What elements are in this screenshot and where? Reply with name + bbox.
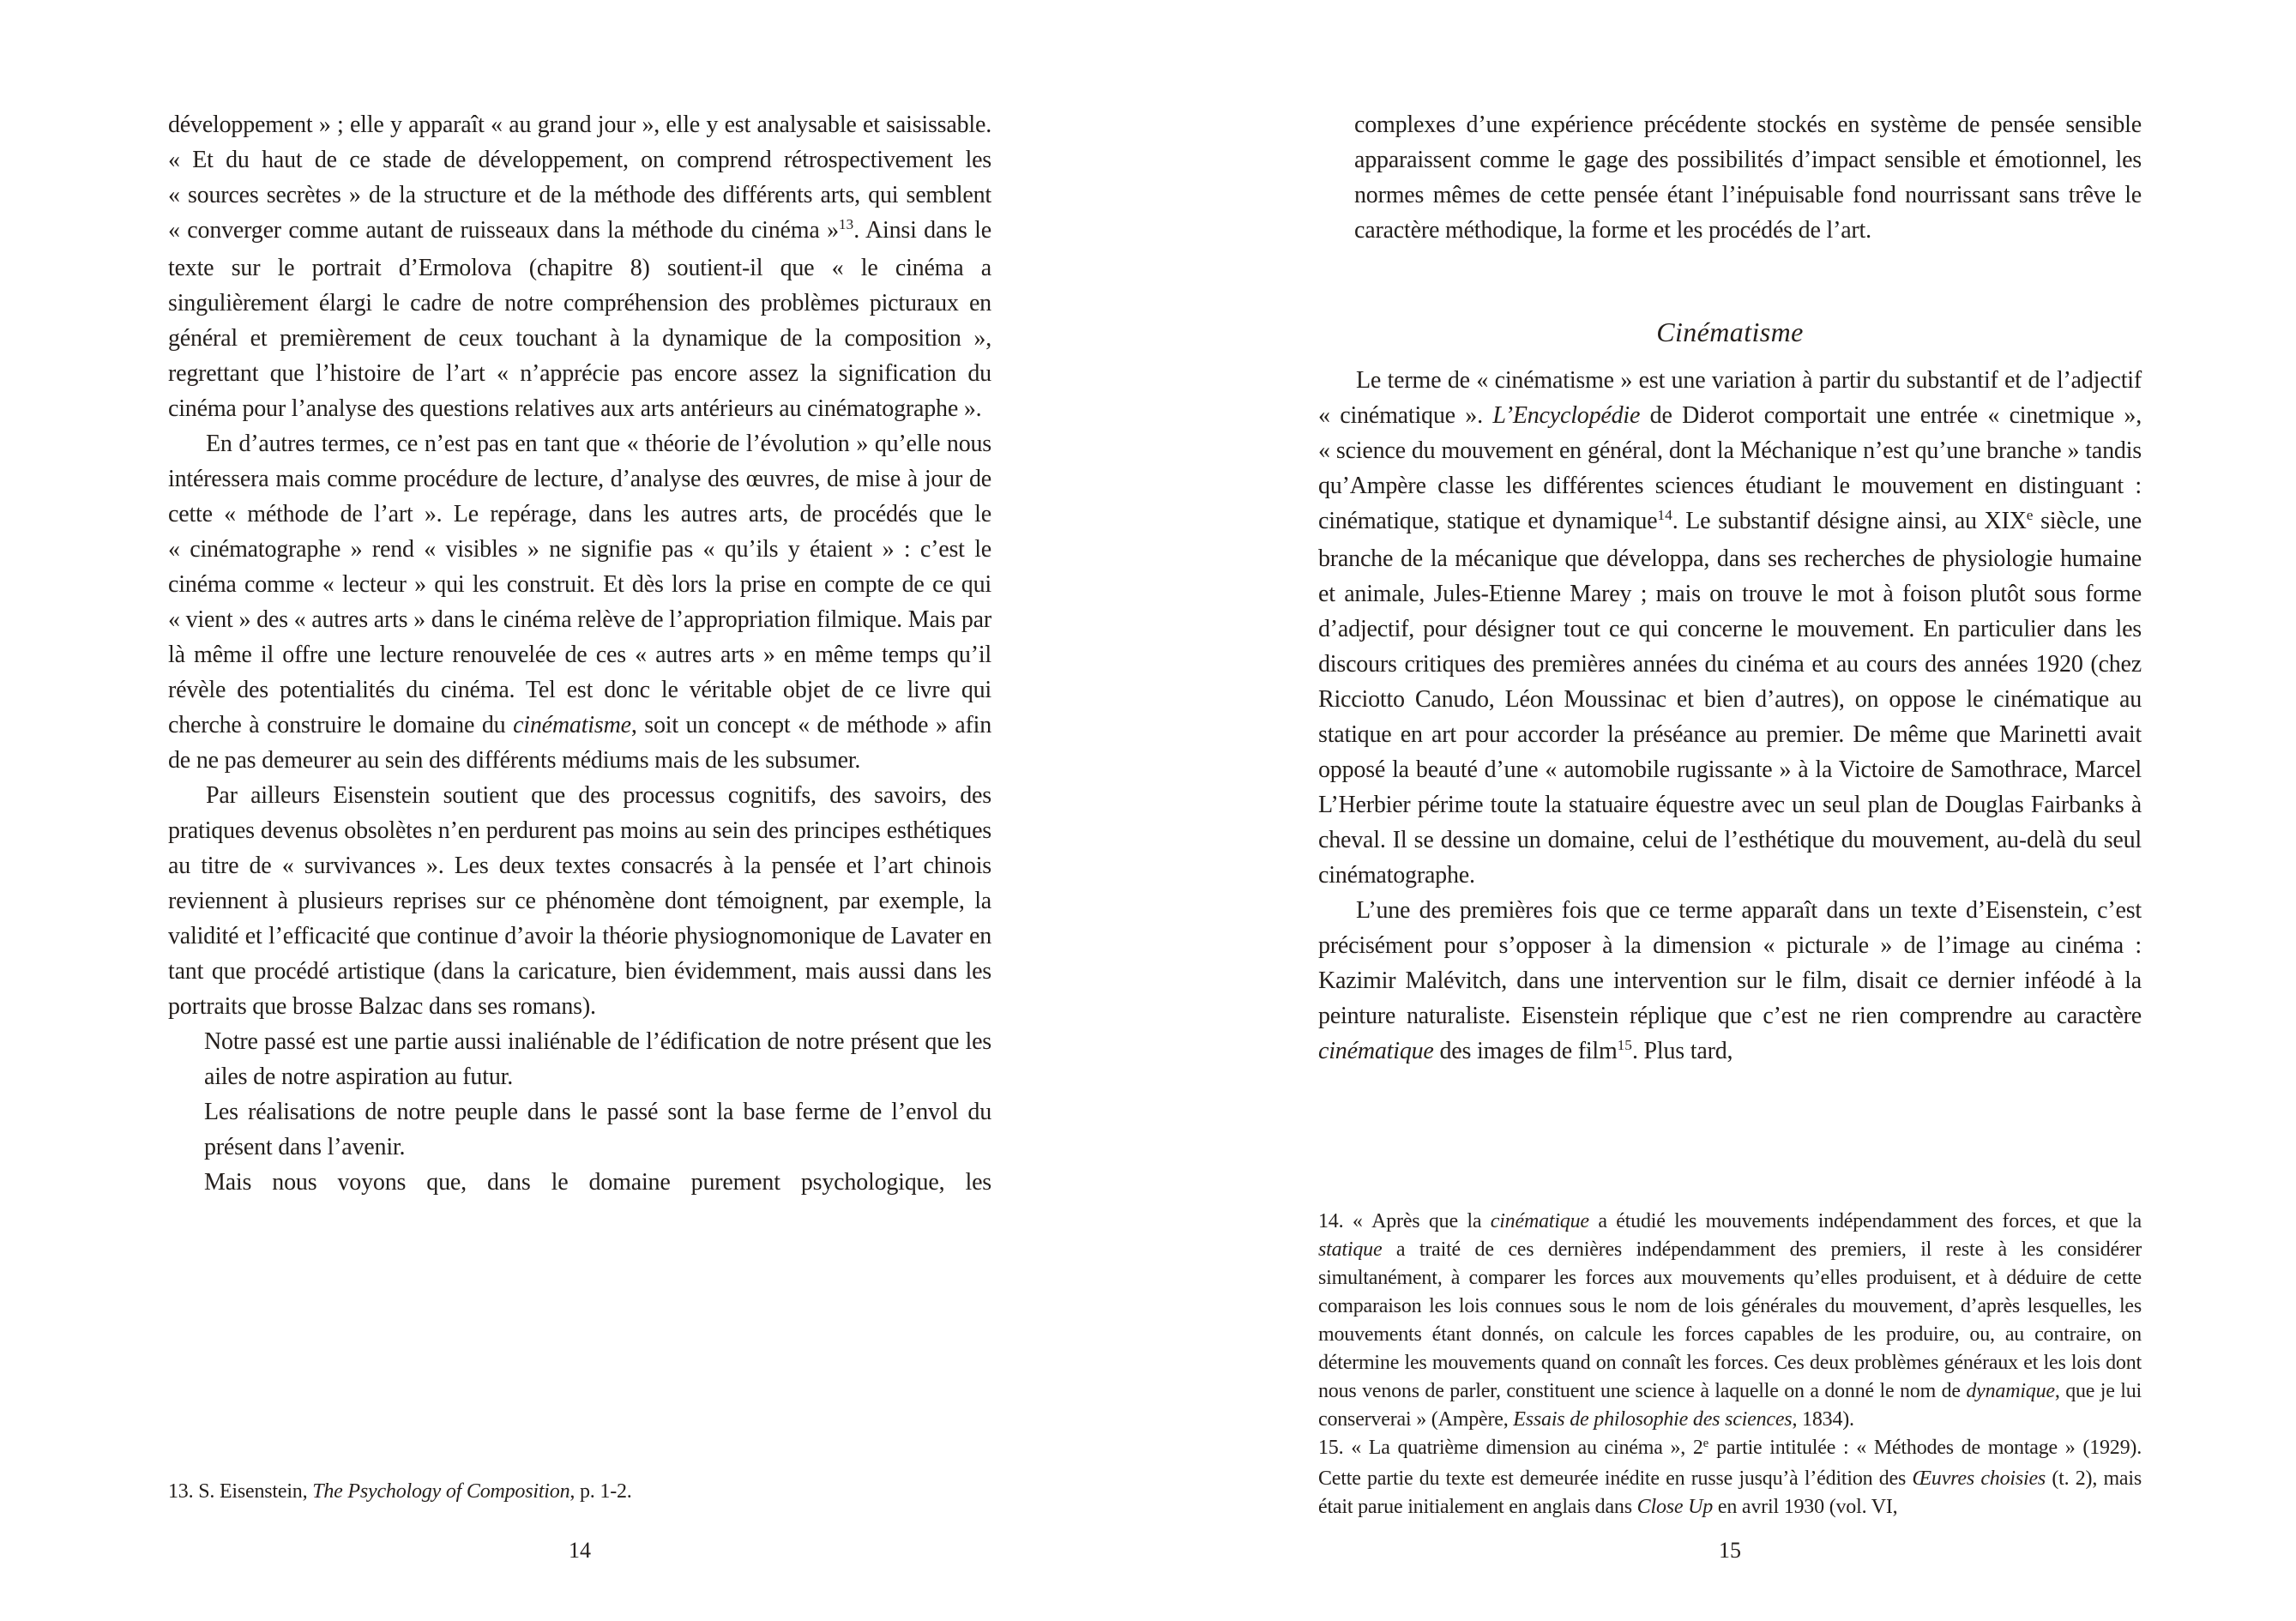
footnote-13: [168, 1478, 991, 1506]
text-run: cinématique: [1490, 1210, 1589, 1232]
footnotes-area: [1318, 1208, 2142, 1522]
text-run: développement » ; elle y apparaît « au grand jour », elle y est analysable et saisissable. « Et du haut de ce stade de développement, on comprend rétrospectivement les « sources secrètes » de la structure et de la méthode des différents arts, qui semblent « converger comme autant de ruisseaux dans la méthode du cinéma »: [168, 111, 991, 244]
footnote-reference: 15: [1617, 1037, 1632, 1054]
text-run: statique: [1318, 1238, 1383, 1261]
text-run: Les réalisations de notre peuple dans le passé sont la base ferme de l’envol du présent dans l’avenir.: [204, 1099, 991, 1160]
quote-paragraph: [168, 1024, 991, 1094]
page-number: 14: [569, 1538, 591, 1563]
text-run: Close Up: [1636, 1496, 1714, 1518]
text-run: des images de film: [1433, 1038, 1618, 1064]
text-run: 13. S. Eisenstein,: [168, 1480, 313, 1503]
text-run: Par ailleurs Eisenstein soutient que des processus cognitifs, des savoirs, des pratiques devenus obsolètes n’en perdurent pas moins au sein des principes esthétiques au titre de « survivances ». Les deux textes consacrés à la pensée et l’art chinois reviennent à plusieurs reprises sur ce phénomène dont témoignent, par exemple, la validité et l’efficacité que continue d’avoir la théorie physiognomonique de Lavater en tant que procédé artistique (dans la caricature, bien évidemment, mais aussi dans les portraits que brosse Balzac dans ses romans).: [168, 782, 991, 1020]
body-paragraph: [1318, 893, 2142, 1071]
quote-paragraph: [168, 1165, 991, 1200]
text-run: L’une des premières fois que ce terme apparaît dans un texte d’Eisenstein, c’est précisément pour s’opposer à la dimension « picturale » de l’image au cinéma : Kazimir Malévitch, dans une intervention sur le film, disait ce dernier inféodé à la peinture naturaliste. Eisenstein réplique que c’est ne rien comprendre au caractère: [1318, 897, 2142, 1029]
text-run: 14. « Après que la: [1318, 1210, 1491, 1232]
text-run: en avril 1930 (vol. VI,: [1713, 1496, 1898, 1518]
text-run: (t. 2), mais était parue initialement en anglais dans: [1318, 1467, 2142, 1518]
text-run: partie intitulée : « Méthodes de montage » (1929). Cette partie du texte est demeurée inédite en russe jusqu’à l’édition des: [1318, 1437, 2142, 1490]
footnote-14: [1318, 1208, 2142, 1434]
text-run: L’Encyclopédie: [1492, 402, 1641, 429]
text-run: Essais de philosophie des sciences: [1513, 1408, 1793, 1431]
text-run: Le terme de « cinématisme » est une variation à partir du substantif et de l’adjectif « cinématique ».: [1318, 367, 2142, 429]
footnote-15: [1318, 1434, 2142, 1522]
text-run: dynamique: [1966, 1380, 2055, 1402]
text-run: , p. 1-2.: [569, 1480, 632, 1503]
body-paragraph: [168, 107, 991, 426]
body-paragraph: [168, 778, 991, 1024]
footnote-reference: 14: [1657, 507, 1672, 524]
text-run: complexes d’une expérience précédente stockés en système de pensée sensible apparaissent comme le gage des possibilités d’impact sensible et émotionnel, les normes mêmes de cette pensée étant l’inépuisable fond nourrissant sans trêve le caractère méthodique, la forme et les procédés de l’art.: [1354, 111, 2142, 244]
text-run: a étudié les mouvements indépendamment des forces, et que la: [1588, 1210, 2142, 1232]
text-run: , 1834).: [1792, 1408, 1854, 1431]
quote-paragraph: [1318, 107, 2142, 248]
text-run: , soit un concept « de méthode » afin de ne pas demeurer au sein des différents médiums mais de les subsumer.: [168, 712, 991, 774]
text-run: Mais nous voyons que, dans le domaine purement psychologique, les: [204, 1169, 991, 1196]
text-run: Notre passé est une partie aussi inaliénable de l’édification de notre présent que les ailes de notre aspiration au futur.: [204, 1028, 991, 1090]
quote-paragraph: [168, 1094, 991, 1165]
footnote-reference: 13: [838, 216, 854, 233]
text-run: En d’autres termes, ce n’est pas en tant que « théorie de l’évolution » qu’elle nous intéressera mais comme procédure de lecture, d’analyse des œuvres, de mise à jour de cette « méthode de l’art ». Le repérage, dans les autres arts, de procédés que le « cinématographe » rend « visibles » ne signifie pas « qu’ils y étaient » : c’est le cinéma comme « lecteur » qui les construit. Et dès lors la prise en compte de ce qui « vient » des « autres arts » dans le cinéma relève de l’appropriation filmique. Mais par là même il offre une lecture renouvelée de ces « autres arts » en même temps qu’il révèle des potentialités du cinéma. Tel est donc le véritable objet de ce livre qui cherche à construire le domaine du: [168, 431, 991, 738]
text-run: 15. « La quatrième dimension au cinéma », 2: [1318, 1437, 1703, 1459]
section-heading: Cinématisme: [1656, 316, 1804, 347]
text-run: Œuvres choisies: [1912, 1467, 2046, 1490]
footnote-reference: e: [2026, 507, 2034, 524]
text-run: . Le substantif désigne ainsi, au XIX: [1672, 508, 2027, 534]
page-number: 15: [1719, 1538, 1741, 1563]
text-run: cinématique: [1318, 1038, 1434, 1064]
text-run: siècle, une branche de la mécanique que développa, dans ses recherches de physiologie humaine et animale, Jules-Etienne Marey ; mais on trouve le mot à foison plutôt sous forme d’adjectif, pour désigner tout ce qui concerne le mouvement. En particulier dans les discours critiques des premières années du cinéma et au cours des années 1920 (chez Ricciotto Canudo, Léon Moussinac et bien d’autres), on oppose le cinématique au statique en art pour accorder la préséance au premier. De même que Marinetti avait opposé la beauté d’une « automobile rugissante » à la Victoire de Samothrace, Marcel L’Herbier périme toute la statuaire équestre avec un seul plan de Douglas Fairbanks à cheval. Il se dessine un domaine, celui de l’esthétique du mouvement, au-delà du seul cinématographe.: [1318, 508, 2142, 889]
text-run: de Diderot comportait une entrée « cinetmique », « science du mouvement en général, dont la Méchanique n’est qu’une branche » tandis qu’Ampère classe les différentes sciences étudiant le mouvement en distinguant : cinématique, statique et dynamique: [1318, 402, 2142, 534]
footnotes-area: [168, 1478, 991, 1506]
text-run: cinématisme: [513, 712, 631, 738]
text-run: . Plus tard,: [1631, 1038, 1733, 1064]
footnote-reference: e: [1702, 1436, 1709, 1450]
body-paragraph: [168, 426, 991, 778]
text-run: The Psychology of Composition: [312, 1480, 570, 1503]
body-paragraph: [1318, 363, 2142, 893]
right-page: [1318, 107, 2142, 1563]
text-run: , que je lui conserverai » (Ampère,: [1318, 1380, 2142, 1431]
text-run: . Ainsi dans le texte sur le portrait d’Ermolova (chapitre 8) soutient-il que « le cinéma a singulièrement élargi le cadre de notre compréhension des problèmes picturaux en général et premièrement de ceux touchant à la dynamique de la composition », regrettant que l’histoire de l’art « n’apprécie pas encore assez la signification du cinéma pour l’analyse des questions relatives aux arts antérieurs au cinématographe ».: [168, 217, 991, 422]
text-run: a traité de ces dernières indépendamment des premiers, il reste à les considérer simultanément, à comparer les forces aux mouvements qu’elles produisent, et à déduire de cette comparaison les lois connues sous le nom de lois générales du mouvement, d’après lesquelles, les mouvements étant donnés, on calcule les forces capables de les produire, ou, au contraire, on détermine les mouvements quand on connaît les forces. Ces deux problèmes généraux et les lois dont nous venons de parler, constituent une science à laquelle on a donné le nom de: [1318, 1238, 2142, 1402]
left-page: [168, 107, 991, 1563]
